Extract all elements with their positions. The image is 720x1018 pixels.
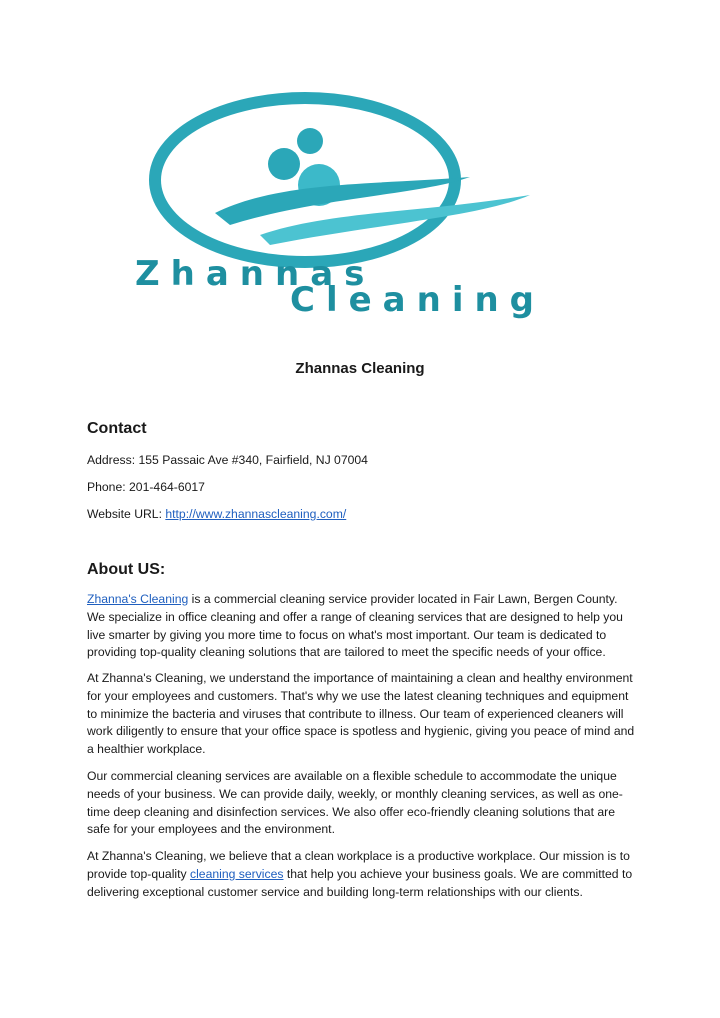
cleaning-services-link[interactable]: cleaning services: [189, 866, 284, 881]
about-paragraph-1: [87, 591, 635, 662]
address-label: Address:: [87, 453, 136, 467]
about-heading: About US:: [87, 561, 166, 578]
document-title: Zhannas Cleaning: [295, 360, 425, 377]
about-paragraph-4-text-b: that help you achieve your business goals. We are committed to delivering exceptional customer service and building long-term relationships with our clients.: [87, 866, 633, 899]
about-paragraph-4-text-a: At Zhanna's Cleaning, we believe that a clean workplace is a productive workplace. Our mission is to provide top-quality: [87, 849, 630, 881]
zhannas-cleaning-link[interactable]: Zhanna's Cleaning: [87, 592, 189, 606]
address-value: 155 Passaic Ave #340, Fairfield, NJ 07004: [138, 453, 368, 467]
logo-line1: Zhannas: [135, 254, 376, 294]
about-paragraph-1-text: is a commercial cleaning service provider located in Fair Lawn, Bergen County. We specialize in office cleaning and offer a range of cleaning services that are designed to help you live smarter by giving you more time to focus on what's most important. Our team is dedicated to providing top-quality cleaning solutions that are tailored to meet the specific needs of your office.: [87, 592, 623, 660]
phone-line: [87, 478, 205, 496]
about-paragraph-2: At Zhanna's Cleaning, we understand the importance of maintaining a clean and healthy environment for your employees and customers. That's why we use the latest cleaning techniques and equipment to minimize the bacteria and viruses that contribute to illness. Our team of experienced cleaners will work diligently to ensure that your office space is spotless and hygienic, giving you peace of mind and a healthier workplace.: [87, 671, 635, 757]
phone-label: Phone:: [87, 480, 126, 494]
zhannas-cleaning-logo: [120, 85, 570, 325]
website-line: [87, 505, 346, 523]
about-paragraph-4: [87, 848, 635, 901]
logo-line2: Cleaning: [290, 280, 546, 320]
about-paragraph-3: Our commercial cleaning services are available on a flexible schedule to accommodate the unique needs of your business. We can provide daily, weekly, or monthly cleaning services, as well as one-time deep cleaning and disinfection services. We also offer eco-friendly cleaning solutions that are safe for your employees and the environment.: [87, 769, 623, 837]
phone-value: 201-464-6017: [129, 480, 205, 494]
contact-heading: Contact: [87, 420, 147, 437]
website-link[interactable]: http://www.zhannascleaning.com/: [165, 507, 347, 521]
address-line: [87, 451, 368, 469]
website-label: Website URL:: [87, 507, 162, 521]
